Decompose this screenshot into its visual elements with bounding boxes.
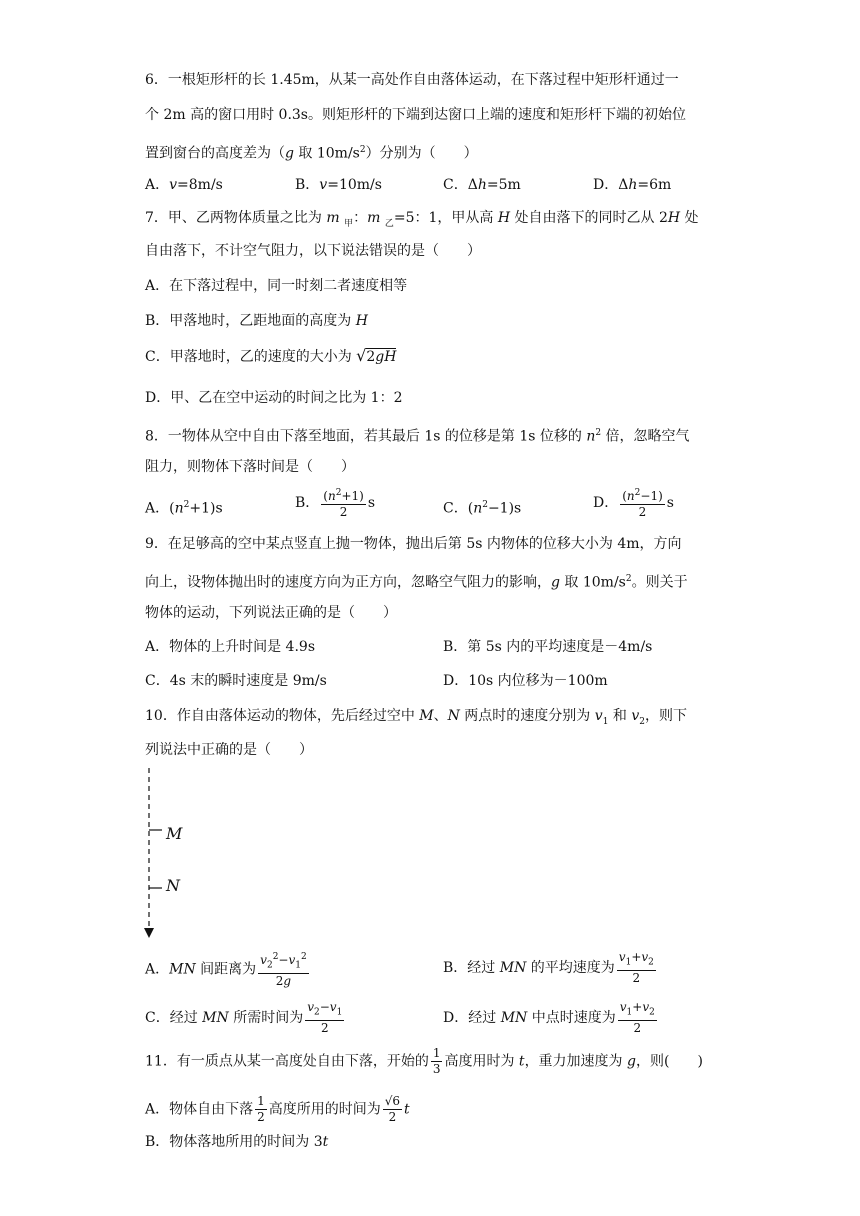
- q9-option-d: D．10s 内位移为－100m: [443, 673, 608, 689]
- q8-option-c: C．$(n^2-1)s$: [443, 500, 522, 517]
- q10-option-d: D．经过 MN 中点时速度为 $\frac{v_1+v_2}{2}$: [443, 1000, 655, 1036]
- q7-option-d: D．甲、乙在空中运动的时间之比为 1：2: [145, 390, 403, 406]
- q7-stem-line-1: 7．甲、乙两物体质量之比为 m $_甲$：m $_乙$=5：1，甲从高 H 处自由落下的同时乙从 2H 处: [145, 210, 699, 229]
- q10-stem-line-1: 10．作自由落体运动的物体，先后经过空中 M、N 两点时的速度分别为 $v_1$ 和 $v_2$，则下: [145, 708, 687, 727]
- q8-option-a: A．$(n^2+1)s$: [145, 500, 223, 517]
- q7-option-c: C．甲落地时，乙的速度的大小为 √2gH: [145, 346, 397, 365]
- q9-stem-line-3: 物体的运动，下列说法正确的是（ ）: [145, 605, 397, 621]
- q8-option-d: D． $\frac{(n^2-1)}{2}$ s: [593, 488, 674, 519]
- q8-stem-line-1: 8．一物体从空中自由下落至地面，若其最后 1s 的位移是第 1s 位移的 $n^2$ 倍，忽略空气: [145, 428, 690, 445]
- q11-option-a: A．物体自由下落 $\frac{1}{2}$ 高度所用的时间为 $\frac{√6}{2}$ t: [145, 1094, 410, 1124]
- q10-stem-line-2: 列说法中正确的是（ ）: [145, 742, 313, 758]
- q6-option-c: C．Δh=5m: [443, 177, 521, 193]
- q6-stem-line-2: 个 2m 高的窗口用时 0.3s。则矩形杆的下端到达窗口上端的速度和矩形杆下端的初始位: [145, 107, 686, 123]
- q9-option-a: A．物体的上升时间是 4.9s: [145, 639, 316, 655]
- point-m-label: M: [166, 824, 183, 843]
- q6-option-a: A．v=8m/s: [145, 177, 223, 193]
- fall-direction-arrowhead: [144, 928, 154, 938]
- q6-option-d: D．Δh=6m: [593, 177, 672, 193]
- q10-option-b: B．经过 MN 的平均速度为 $\frac{v_1+v_2}{2}$: [443, 950, 654, 986]
- q9-stem-line-2: 向上，设物体抛出时的速度方向为正方向，忽略空气阻力的影响，g 取 $10m/s^2$。则关于: [145, 574, 688, 591]
- q8-option-b: B． $\frac{(n^2+1)}{2}$ s: [295, 488, 376, 519]
- q9-stem-line-1: 9．在足够高的空中某点竖直上抛一物体，抛出后第 5s 内物体的位移大小为 4m，方向: [145, 536, 682, 552]
- q6-option-b: B．v=10m/s: [295, 177, 382, 193]
- q7-stem-line-2: 自由落下，不计空气阻力，以下说法错误的是（ ）: [145, 243, 481, 259]
- q11-option-b: B．物体落地所用的时间为 3t: [145, 1134, 329, 1150]
- q7-option-a: A．在下落过程中，同一时刻二者速度相等: [145, 278, 408, 294]
- free-fall-diagram: [140, 768, 200, 940]
- q6-stem-line-1: 6．一根矩形杆的长 1.45m，从某一高处作自由落体运动，在下落过程中矩形杆通过一: [145, 72, 679, 88]
- q11-stem-line-1: 11．有一质点从某一高度处自由下落，开始的 $\frac{1}{3}$ 高度用时为 t，重力加速度为 g，则( ): [145, 1046, 703, 1076]
- q10-option-c: C．经过 MN 所需时间为 $\frac{v_2-v_1}{2}$: [145, 1000, 343, 1036]
- free-fall-diagram-svg: [140, 768, 200, 940]
- q10-option-a: A．MN 间距离为 $\frac{v_2^2-v_1^2}{2g}$: [145, 952, 307, 989]
- q7-option-b: B．甲落地时，乙距地面的高度为 H: [145, 313, 368, 329]
- q9-option-b: B．第 5s 内的平均速度是－4m/s: [443, 639, 653, 655]
- point-n-label: N: [166, 876, 180, 895]
- q9-option-c: C．4s 末的瞬时速度是 9m/s: [145, 673, 327, 689]
- q6-stem-line-3: 置到窗台的高度差为（g 取 $10m/s^2$）分别为（ ）: [145, 145, 478, 162]
- q8-stem-line-2: 阻力，则物体下落时间是（ ）: [145, 459, 355, 475]
